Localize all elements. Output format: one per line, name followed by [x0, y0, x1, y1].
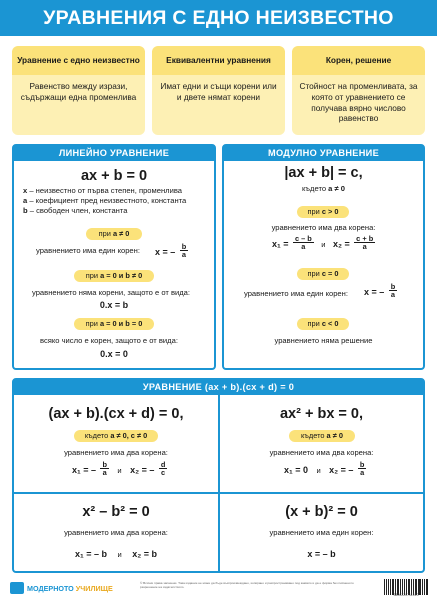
- definition-head: Корен, решение: [292, 46, 425, 75]
- case-text: уравнението няма корени, защото е от вида:: [32, 288, 190, 297]
- case-text: уравнението има два корена:: [64, 528, 168, 537]
- condition-badge: при a = 0 и b = 0: [74, 318, 154, 330]
- condition-badge: където a ≠ 0, c ≠ 0: [74, 430, 158, 442]
- case-text: уравнението има два корена:: [269, 448, 374, 457]
- product-roots: x₁ = – $\frac{b}{a}$ и x₂ = – $\frac{d}{c}$: [72, 459, 166, 478]
- divider: [14, 492, 423, 494]
- copyright-text: © Всички права запазени. Това издание не може да бъде възпроизвеждано, копирано и разпространявано под каквато и да е форма без писменото разрешение на издателството.: [140, 581, 354, 590]
- linear-panel: [12, 144, 216, 370]
- linear-title: ЛИНЕЙНО УРАВНЕНИЕ: [14, 146, 214, 161]
- definition-head: Уравнение с едно неизвестно: [12, 46, 145, 75]
- fraction: $\frac{c - b}{a}$: [294, 233, 312, 252]
- fraction: $\frac{b}{a}$: [359, 459, 365, 478]
- fraction: $\frac{b}{a}$: [102, 459, 107, 478]
- case-text: уравнението има два корена:: [271, 223, 376, 232]
- linear-equation: ax + b = 0: [80, 168, 148, 184]
- product-equation: x² – b² = 0: [82, 504, 150, 520]
- product-title: УРАВНЕНИЕ (ax + b).(cx + d) = 0: [14, 380, 423, 395]
- modular-roots: x₁ = $\frac{c - b}{a}$ и x₂ = $\frac{c + b}{a}$: [272, 233, 374, 252]
- definition-body: Равенство между изрази, съдържащи една променлива: [12, 75, 145, 135]
- publisher-logo: МОДЕРНОТО УЧИЛИЩЕ: [10, 580, 113, 596]
- modular-root: x = – $\frac{b}{a}$: [364, 281, 396, 300]
- fraction: $\frac{b}{a}$: [181, 241, 187, 260]
- fraction: $\frac{d}{c}$: [160, 459, 166, 478]
- case-text: всяко число е корен, защото е от вида:: [40, 336, 178, 345]
- product-roots: x = – b: [307, 549, 336, 559]
- legend-item: a – коефициент пред неизвестното, константа: [23, 195, 187, 205]
- case-text: уравнението има един корен:: [269, 528, 374, 537]
- case-text: уравнението има един корен:: [36, 246, 140, 255]
- definition-card: [12, 46, 145, 135]
- barcode-number: 3800220711510: [393, 593, 419, 597]
- fraction: $\frac{c + b}{a}$: [356, 233, 374, 252]
- definition-card: [292, 46, 425, 135]
- page-title: УРАВНЕНИЯ С ЕДНО НЕИЗВЕСТНО: [43, 7, 394, 29]
- title-banner: [0, 0, 437, 36]
- product-equation: ax² + bx = 0,: [279, 406, 364, 422]
- definition-card: [152, 46, 285, 135]
- condition-badge: при a = 0 и b ≠ 0: [74, 270, 154, 282]
- condition-badge: където a ≠ 0: [289, 430, 355, 442]
- definition-head: Еквивалентни уравнения: [152, 46, 285, 75]
- book-icon: [10, 582, 24, 594]
- modular-title: МОДУЛНО УРАВНЕНИЕ: [224, 146, 423, 161]
- product-equation: (ax + b).(cx + d) = 0,: [48, 406, 184, 422]
- modular-condition: където a ≠ 0: [301, 184, 346, 193]
- linear-form: 0.x = 0: [100, 349, 128, 359]
- case-text: уравнението няма решение: [274, 336, 373, 345]
- modular-panel: [222, 144, 425, 370]
- modular-equation: |ax + b| = c,: [284, 165, 363, 181]
- legend-item: x – неизвестно от първа степен, променлива: [23, 186, 183, 195]
- condition-badge: при a ≠ 0: [86, 228, 142, 240]
- definition-body: Имат едни и същи корени или и двете нямат корени: [152, 75, 285, 135]
- case-text: уравнението има един корен:: [244, 289, 348, 298]
- product-equation: (x + b)² = 0: [285, 504, 358, 520]
- linear-root: x = – $\frac{b}{a}$: [155, 241, 187, 260]
- product-panel: [12, 378, 425, 573]
- product-roots: x₁ = 0 и x₂ = – $\frac{b}{a}$: [284, 459, 365, 478]
- linear-form: 0.x = b: [99, 300, 129, 310]
- definition-body: Стойност на променливата, за която от уравнението се получава вярно числово равенство: [292, 75, 425, 135]
- case-text: уравнението има два корена:: [64, 448, 168, 457]
- product-roots: x₁ = – b и x₂ = b: [75, 549, 157, 559]
- fraction: $\frac{b}{a}$: [390, 281, 396, 300]
- condition-badge: при c = 0: [297, 268, 349, 280]
- definitions: [12, 46, 425, 135]
- condition-badge: при c < 0: [297, 318, 349, 330]
- condition-badge: при c > 0: [297, 206, 349, 218]
- legend-item: b – свободен член, константа: [23, 205, 128, 215]
- linear-legend: [23, 186, 186, 216]
